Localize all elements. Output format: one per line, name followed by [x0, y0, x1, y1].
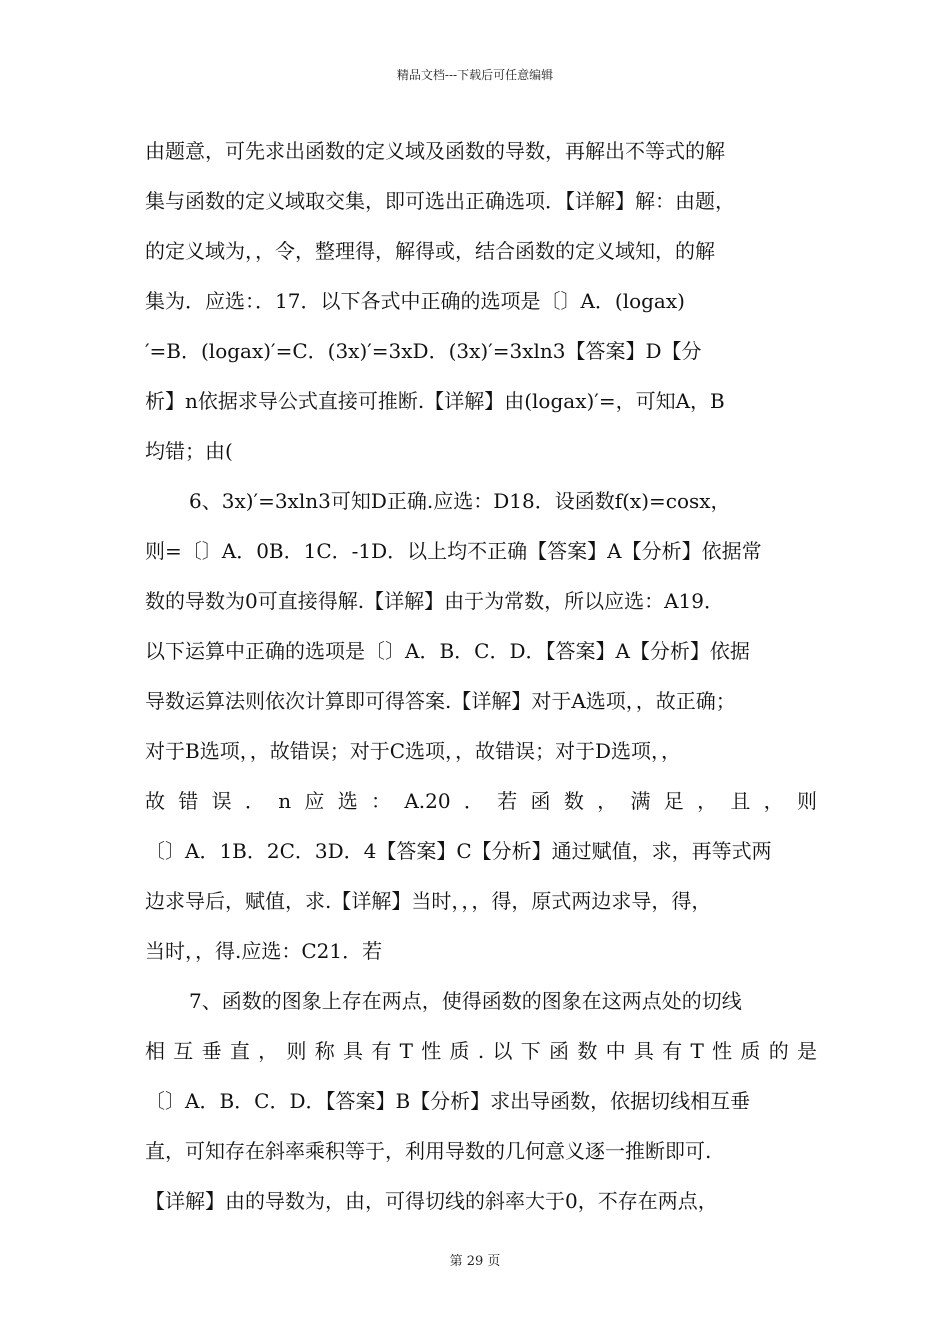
text-line: 〔〕A．B．C．D．【答案】B【分析】求出导函数，依据切线相互垂: [145, 1089, 751, 1113]
text-line: 直，可知存在斜率乘积等于，利用导数的几何意义逐一推断即可.: [145, 1139, 712, 1163]
text-line: 当时，，得.应选：C21．若: [145, 939, 383, 963]
page-number: 第 29 页: [449, 1254, 501, 1269]
text-line: 对于B选项，，故错误；对于C选项，，故错误；对于D选项，，: [145, 739, 682, 763]
text-line: 集与函数的定义域取交集，即可选出正确选项．【详解】解：由题，: [145, 189, 735, 213]
text-line: ′=B．(logax)′=C．(3x)′=3xD．(3x)′=3xln3【答案】D【分: [145, 339, 702, 363]
text-line: 均错；由(: [145, 439, 233, 463]
text-line: 相互垂直，则称具有T性质.以下函数中具有T性质的是: [145, 1039, 817, 1063]
text-line: 以下运算中正确的选项是〔〕A．B．C．D．【答案】A【分析】依据: [145, 639, 750, 663]
text-line: 故错误．n应选：A.20．若函数，满足，且，则: [145, 789, 817, 813]
text-line: 析】n依据求导公式直接可推断.【详解】由(logax)′=，可知A，B: [145, 389, 725, 413]
text-line: 则=〔〕A．0B．1C．-1D．以上均不正确【答案】A【分析】依据常: [145, 539, 762, 563]
text-line: 边求导后，赋值，求.【详解】当时，，，得，原式两边求导，得，: [145, 889, 712, 913]
paragraph-start-line: 7、函数的图象上存在两点，使得函数的图象在这两点处的切线: [189, 989, 742, 1013]
paragraph-start-line: 6、3x)′=3xln3可知D正确.应选：D18．设函数f(x)=cosx，: [189, 489, 731, 513]
text-line: 集为．应选：．17．以下各式中正确的选项是〔〕A．(logax): [145, 289, 685, 313]
text-line: 数的导数为0可直接得解.【详解】由于为常数，所以应选：A19．: [145, 589, 724, 613]
text-line: 由题意，可先求出函数的定义域及函数的导数，再解出不等式的解: [145, 139, 725, 163]
text-line: 的定义域为，，令，整理得，解得或，结合函数的定义域知，的解: [145, 239, 715, 263]
page-header: 精品文档---下载后可任意编辑: [396, 68, 554, 82]
document-body: [145, 132, 817, 1232]
text-line: 〔〕A．1B．2C．3D．4【答案】C【分析】通过赋值，求，再等式两: [145, 839, 772, 863]
text-line: 【详解】由的导数为，由，可得切线的斜率大于0，不存在两点，: [145, 1189, 718, 1213]
text-line: 导数运算法则依次计算即可得答案.【详解】对于A选项，，故正确；: [145, 689, 736, 713]
